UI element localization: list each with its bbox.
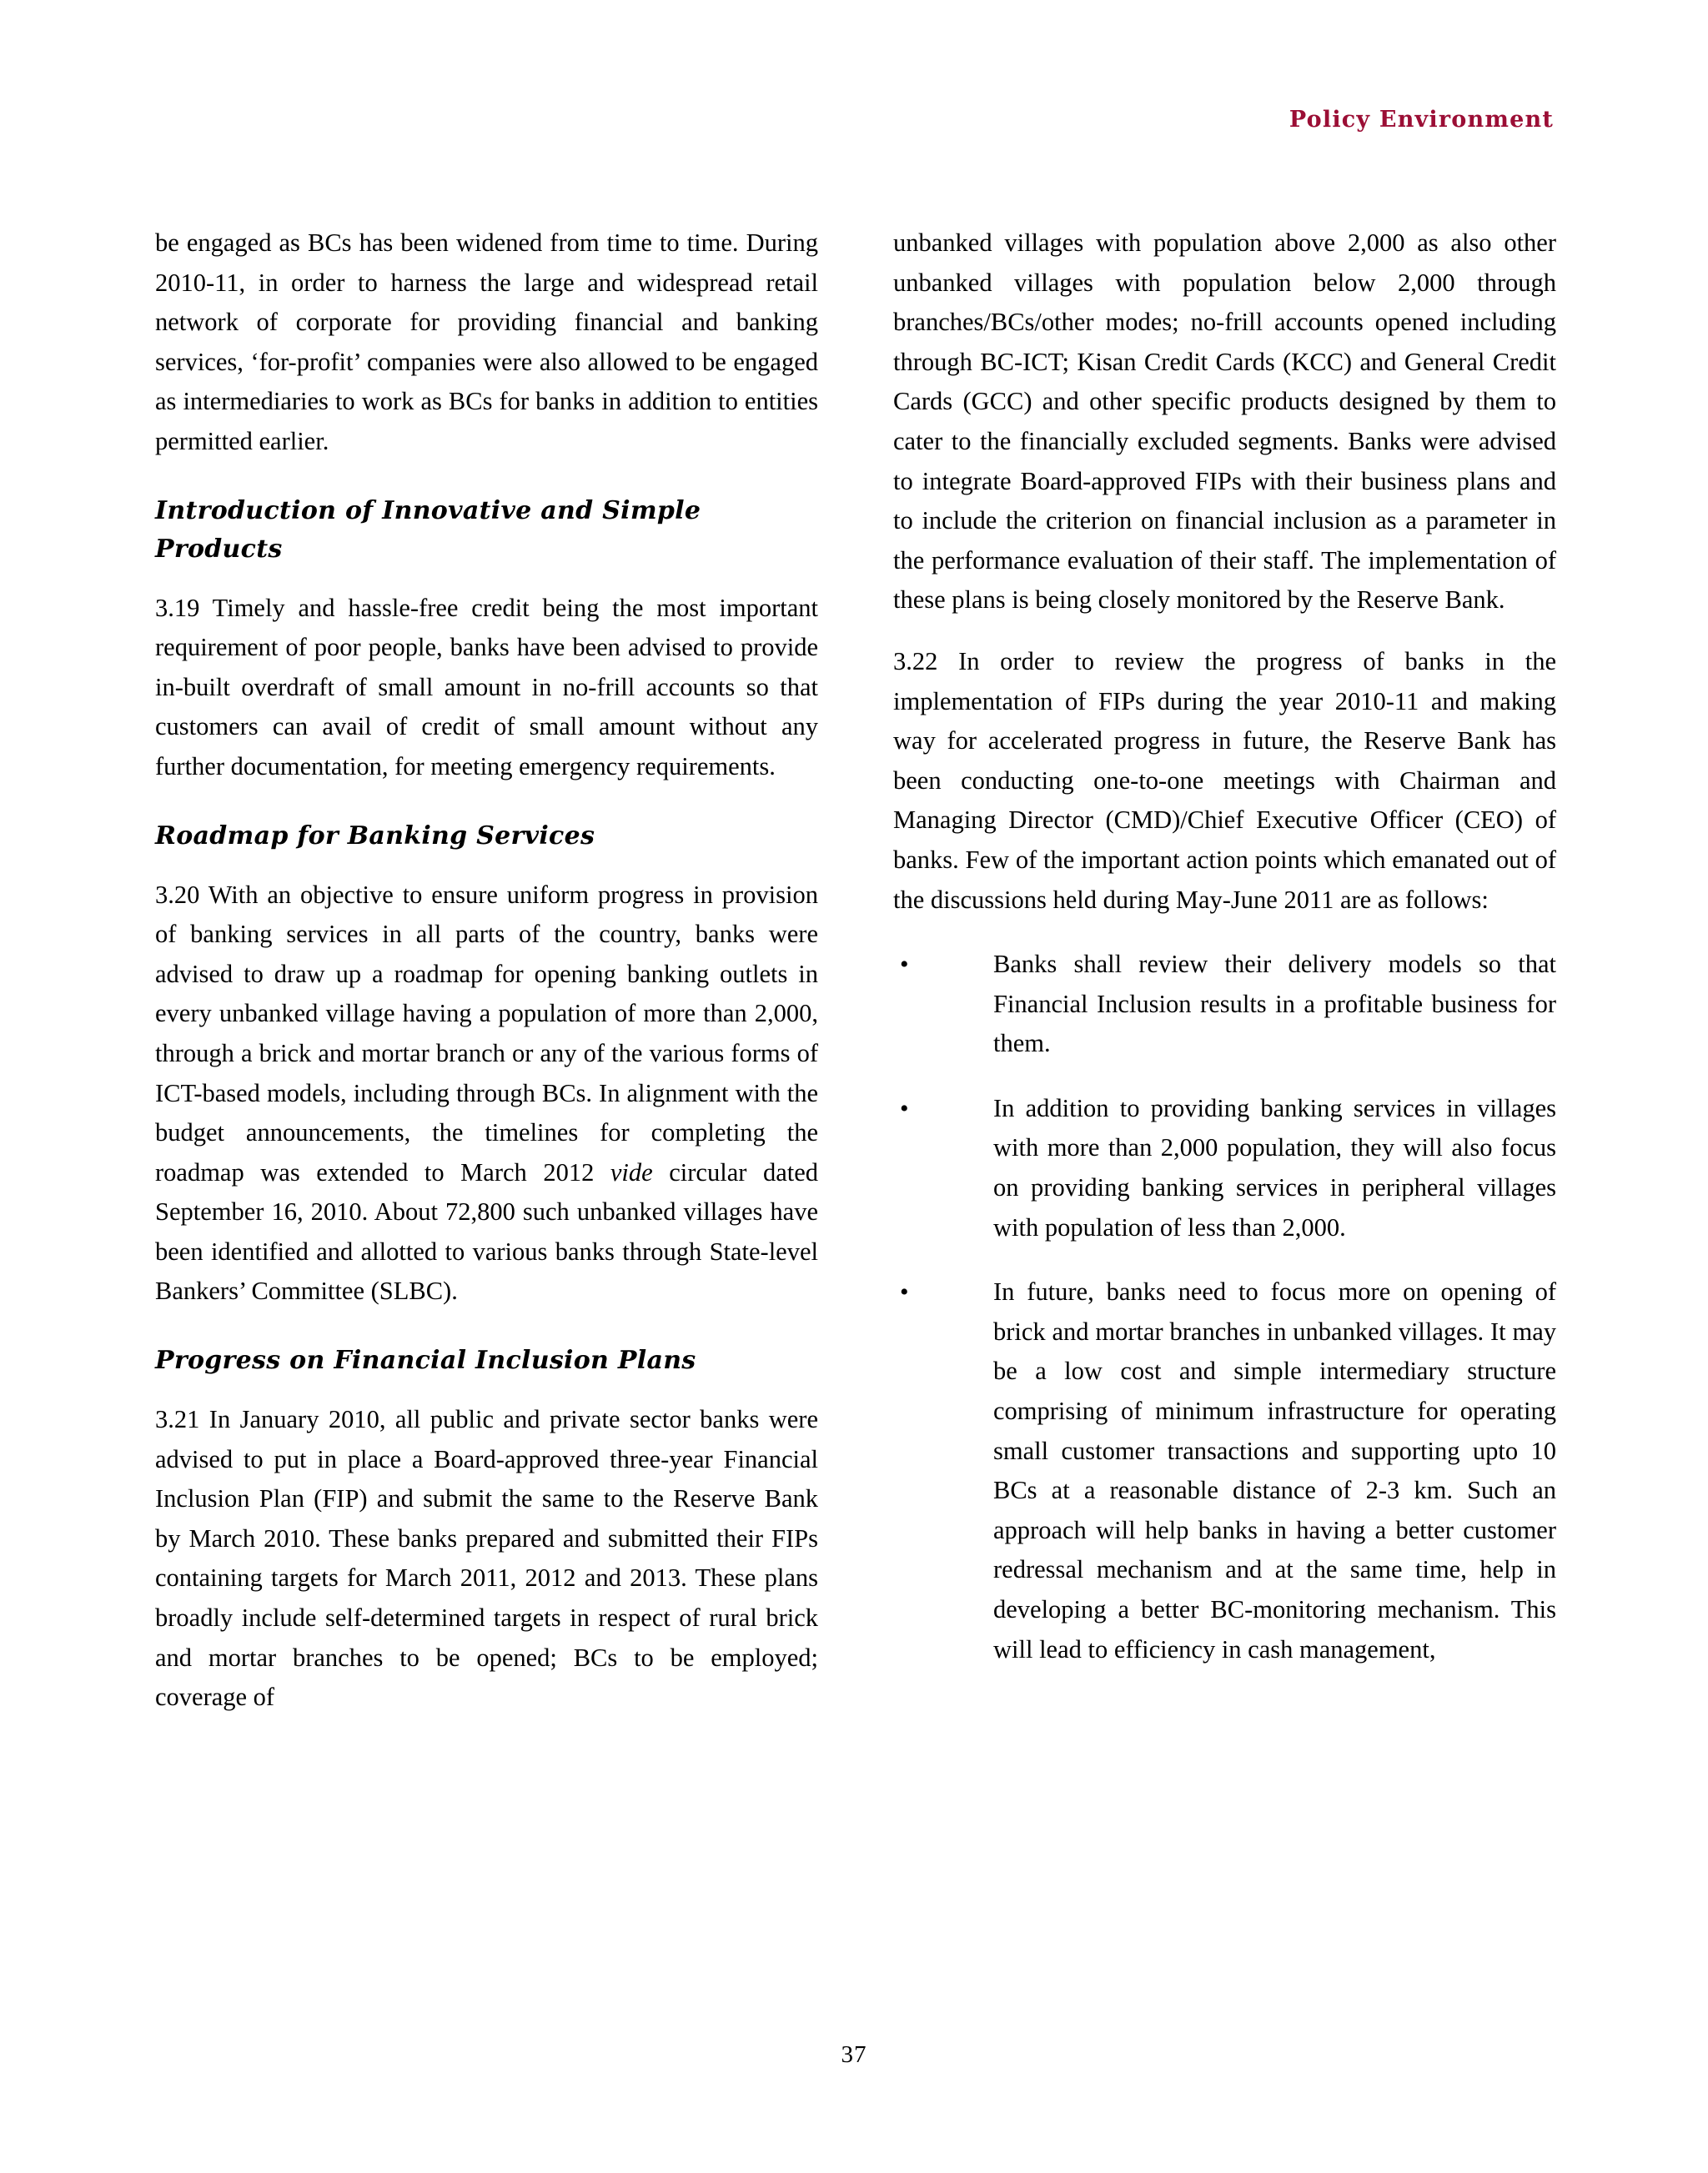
paragraph-3-19: 3.19 Timely and hassle-free credit being the most important requirement of poor people, banks have been advised to provide in-built overdraft of small amount in no-frill accounts so that customers can avail of credit of small amount without any further documentation, for meeting emergency requirements. [155,593,818,780]
list-item-text: In addition to providing banking services in villages with more than 2,000 population, they will also focus on providing banking services in peripheral villages with population of less than 2,000. [993,1093,1556,1242]
heading-introduction-of-innovative-and-simple-products: Introduction of Innovative and Simple Products [155,495,701,564]
right-column [893,223,1556,1669]
heading-progress-on-financial-inclusion-plans: Progress on Financial Inclusion Plans [155,1346,696,1376]
paragraph-3-20 [155,876,818,1312]
bullet-dot-icon: • [900,1094,909,1122]
running-head-policy-environment: Policy Environment [1289,107,1554,133]
list-item-text: In future, banks need to focus more on opening of brick and mortar branches in unbanked villages. It may be a low cost and simple intermediary structure comprising of minimum infrastructure for operating small customer transactions and supporting upto 10 BCs at a reasonable distance of 2-3 km. Such an approach will help banks in having a better customer redressal mechanism and at the same time, help in developing a better BC-monitoring mechanism. This will lead to efficiency in cash management, [993,1277,1556,1664]
latin-term-vide: vide [610,1157,653,1187]
heading-roadmap-for-banking-services: Roadmap for Banking Services [155,821,595,851]
paragraph-continued-from-previous-page: be engaged as BCs has been widened from time to time. During 2010-11, in order to harness the large and widespread retail network of corporate for providing financial and banking services, ‘for-profit’ companies were also allowed to be engaged as intermediaries to work as BCs for banks in addition to entities permitted earlier. [155,228,818,455]
paragraph-3-20-part-1: 3.20 With an objective to ensure uniform progress in provision of banking services in all parts of the country, banks were advised to draw up a roadmap for opening banking outlets in every unbanked village having a population of more than 2,000, through a brick and mortar branch or any of the various forms of ICT-based models, including through BCs. In alignment with the budget announcements, the timelines for completing the roadmap was extended to March 2012 [155,880,818,1187]
bullet-dot-icon: • [900,1278,909,1307]
paragraph-3-21: 3.21 In January 2010, all public and private sector banks were advised to put in place a Board-approved three-year Financial Inclusion Plan (FIP) and submit the same to the Reserve Bank by March 2010. These banks prepared and submitted their FIPs containing targets for March 2011, 2012 and 2013. These plans broadly include self-determined targets in respect of rural brick and mortar branches to be opened; BCs to be employed; coverage of [155,1405,818,1712]
list-item [893,945,1556,1064]
action-points-bullet-list [893,945,1556,1669]
bullet-dot-icon: • [900,951,909,979]
page-number: 37 [841,2041,867,2068]
paragraph-continued-from-left-column: unbanked villages with population above 2,000 as also other unbanked villages with population below 2,000 through branches/BCs/other modes; no-frill accounts opened including through BC-ICT; Kisan Credit Cards (KCC) and General Credit Cards (GCC) and other specific products designed by them to cater to the financially excluded segments. Banks were advised to integrate Board-approved FIPs with their business plans and to include the criterion on financial inclusion as a parameter in the performance evaluation of their staff. The implementation of these plans is being closely monitored by the Reserve Bank. [893,228,1556,615]
list-item [893,1089,1556,1247]
paragraph-3-22: 3.22 In order to review the progress of banks in the implementation of FIPs during the year 2010-11 and making way for accelerated progress in future, the Reserve Bank has been conducting one-to-one meetings with Chairman and Managing Director (CMD)/Chief Executive Officer (CEO) of banks. Few of the important action points which emanated out of the discussions held during May-June 2011 are as follows: [893,646,1556,914]
paragraph-3-20-part-2: circular dated September 16, 2010. About 72,800 such unbanked villages have been identified and allotted to various banks through State-level Bankers’ Committee (SLBC). [155,1157,818,1306]
left-column [155,223,818,1718]
two-column-body [155,223,1556,1718]
list-item-text: Banks shall review their delivery models so that Financial Inclusion results in a profitable business for them. [993,950,1556,1058]
list-item [893,1272,1556,1669]
